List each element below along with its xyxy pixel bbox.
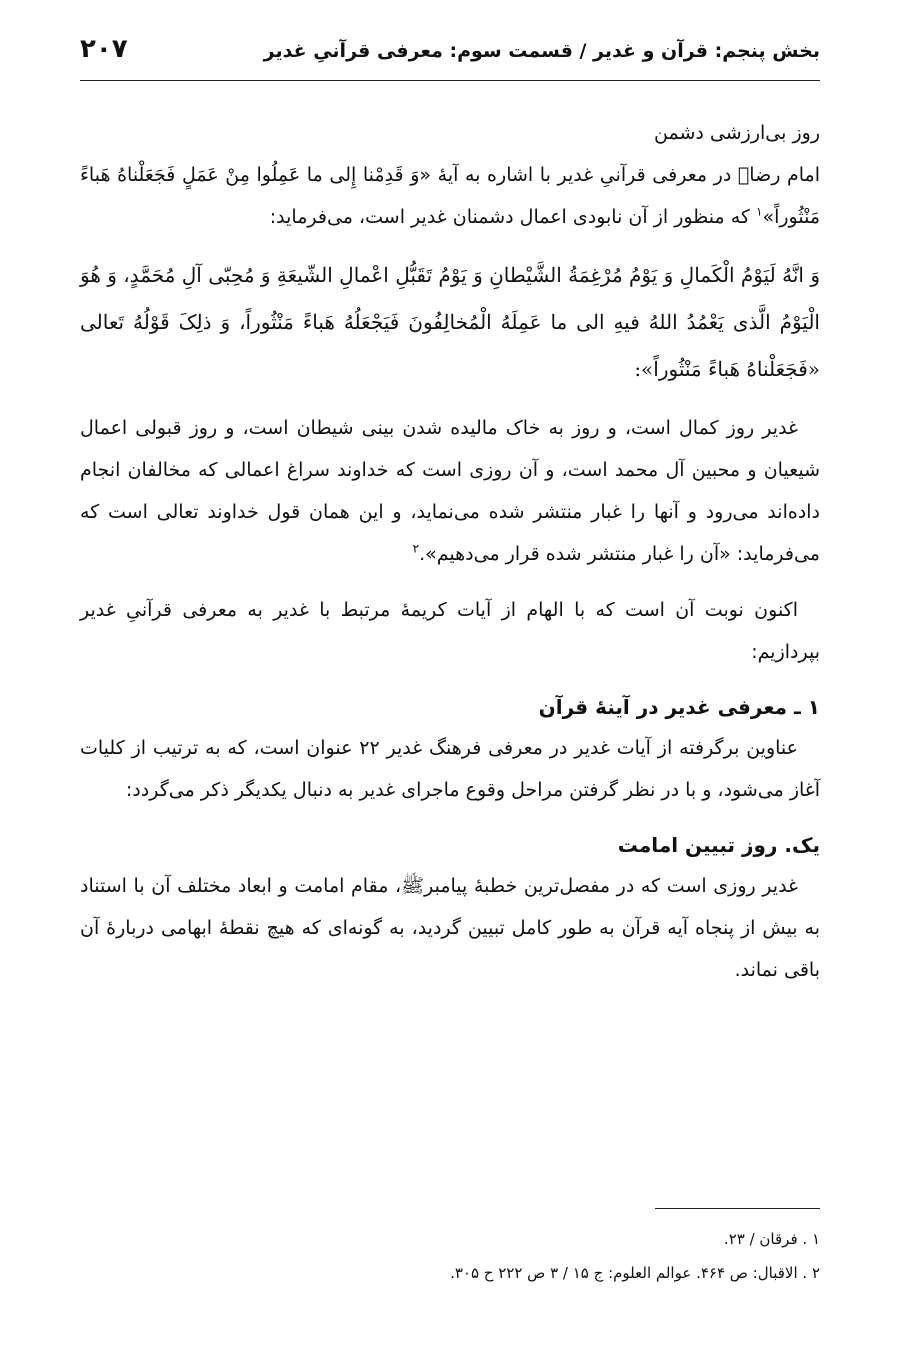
footnote-2: ۲ . الاقبال: ص ۴۶۴. عوالم العلوم: ج ۱۵ / ۳ ص ۲۲۲ ح ۳۰۵. <box>450 1264 820 1282</box>
footnote-ref-1[interactable]: ۱ <box>756 204 763 219</box>
footnote-divider <box>655 1208 820 1209</box>
translation-paragraph <box>80 407 820 575</box>
page-number: ۲۰۷ <box>80 34 128 64</box>
arabic-hadith: وَ انَّهُ لَیَوْمُ الْکَمالِ وَ یَوْمُ مُرْغِمَةُ الشَّیْطانِ وَ یَوْمُ تَقَبُّلِ اعْمالِ الشّیعَةِ وَ مُحِبّی آلِ مُحَمَّدٍ، وَ هُوَ الْیَوْمُ الَّذی یَعْمُدُ اللهُ فیهِ الی ما عَمِلَهُ الْمُخالِفُونَ فَیَجْعَلُهُ هَباءً مَنْثُوراً، وَ ذلِکَ قَوْلُهُ تَعالی «فَجَعَلْناهُ هَباءً مَنْثُوراً»: <box>80 263 820 381</box>
intro-paragraph <box>80 154 820 238</box>
running-head: بخش پنجم: قرآن و غدیر / قسمت سوم: معرفی قرآنیِ غدیر <box>263 40 820 62</box>
quran-mirror-paragraph: عناوین برگرفته از آیات غدیر در معرفی فرهنگ غدیر ۲۲ عنوان است، که به ترتیب از کلیات آغاز می‌شود، و با در نظر گرفتن مراحل وقوع ماجرای غدیر به دنبال یکدیگر ذکر می‌گردد: <box>80 737 820 801</box>
page-body <box>80 112 820 991</box>
intro-tail: که منظور از آن نابودی اعمال دشمنان غدیر است، می‌فرماید: <box>269 206 756 228</box>
transition-paragraph: اکنون نوبت آن است که با الهام از آیات کریمهٔ مرتبط با غدیر به معرفی قرآنیِ غدیر بپردازیم: <box>80 599 820 663</box>
translation-text: غدیر روز کمال است، و روز به خاک مالیده شدن بینی شیطان است، و روز قبولی اعمال شیعیان و محبین آل محمد است، و آن روزی است که خداوند سراغ اعمالی که مخالفان انجام داده‌اند می‌رود و آنها را غبار منتشر شده می‌نماید، و این همان قول خداوند تعالی است که می‌فرماید: «آن را غبار منتشر شده قرار می‌دهیم». <box>80 417 820 565</box>
footnote-1: ۱ . فرقان / ۲۳. <box>723 1230 820 1248</box>
heading-imamate: یک. روز تبیین امامت <box>617 833 820 857</box>
header-divider <box>80 80 820 81</box>
page-header <box>80 30 820 78</box>
footnote-ref-2[interactable]: ۲ <box>412 541 420 556</box>
heading-quran-mirror: ۱ ـ معرفی غدیر در آینهٔ قرآن <box>538 695 820 719</box>
footnotes <box>80 1222 820 1290</box>
imamate-paragraph: غدیر روزی است که در مفصل‌ترین خطبهٔ پیامبرﷺ، مقام امامت و ابعاد مختلف آن با استناد به بیش از پنجاه آیه قرآن به طور کامل تبیین گردید، به گونه‌ای که هیچ نقطهٔ ابهامی دربارهٔ آن باقی نماند. <box>80 875 820 981</box>
intro-text: امام رضاؑ در معرفی قرآنیِ غدیر با اشاره به آیهٔ «وَ قَدِمْنا إِلى ما عَمِلُوا مِنْ عَمَلٍ فَجَعَلْناهُ هَباءً مَنْثُوراً» <box>80 164 820 228</box>
section-title: روز بی‌ارزشی دشمن <box>654 122 820 144</box>
